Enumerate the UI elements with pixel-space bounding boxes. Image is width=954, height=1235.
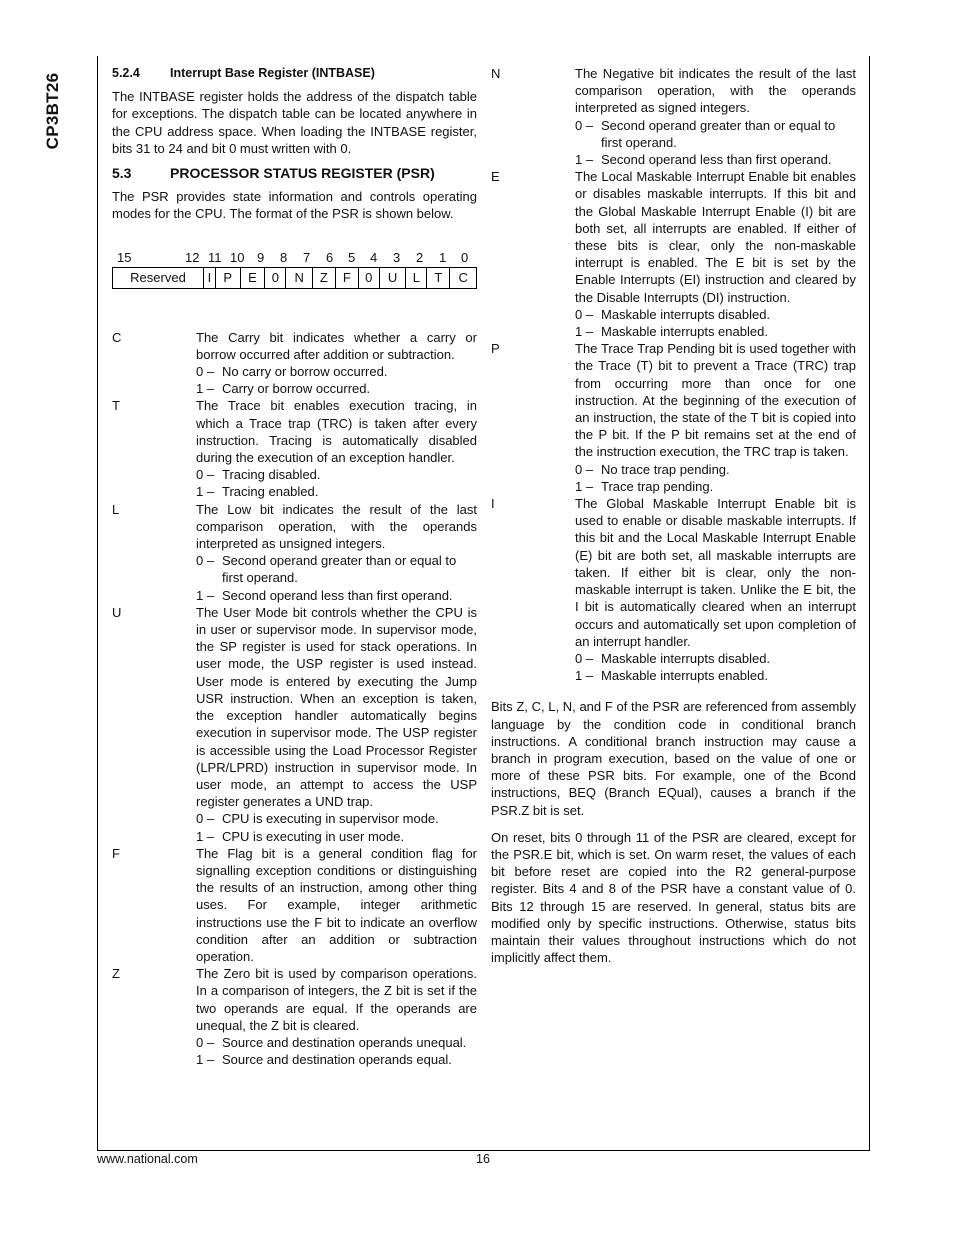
bit-value — [575, 306, 856, 323]
condition-code-paragraph: Bits Z, C, L, N, and F of the PSR are referenced from assembly language by the condition code in conditional branch instructions. A conditional branch instruction may cause a branch in program execution, based on the value of one or more of these PSR bits. For example, one of the Bcond instructions, BEQ (Branch EQual), causes a branch if the PSR.Z bit is set. — [491, 699, 856, 818]
field-zero: 0 — [265, 267, 286, 288]
field-p: P — [215, 267, 240, 288]
bit-number: 15 — [117, 249, 132, 265]
bit-description-text: The Carry bit indicates whether a carry or borrow occurred after addition or subtraction. — [196, 329, 477, 362]
bit-description-text: The Trace Trap Pending bit is used together with the Trace (T) bit to prevent a Trace (TRC) trap from occurring more than once for one instruction. At the beginning of the execution of an instruction, the state of the T bit is copied into the P bit. If the P bit remains set at the end of the instruction execution, the TRC trap is taken. — [575, 341, 856, 460]
bit-value-key: 1 – — [196, 1052, 215, 1068]
bit-value-text: Tracing enabled. — [222, 484, 319, 500]
left-column — [112, 65, 477, 1068]
bit-number: 4 — [370, 249, 378, 265]
field-n: N — [286, 267, 313, 288]
bit-description — [575, 340, 856, 495]
bit-name: C — [112, 329, 122, 345]
bit-description-text: The Local Maskable Interrupt Enable bit enables or disables maskable interrupts. If this bit and the Global Maskable Interrupt Enable (I) bit are both set, all interrupts are enabled. If either of these bits is clear, only the non-maskable interrupt is enabled. The E bit is set by the Enable Interrupts (EI) instruction and cleared by the Disable Interrupts (DI) instruction. — [575, 169, 856, 305]
bit-value — [196, 380, 477, 397]
bit-value — [196, 483, 477, 500]
field-e: E — [240, 267, 265, 288]
bit-definition — [112, 604, 477, 845]
bit-value — [196, 1034, 477, 1051]
section-title: Interrupt Base Register (INTBASE) — [170, 66, 375, 80]
bit-value-key: 1 – — [575, 478, 594, 494]
bit-description-text: The Zero bit is used by comparison operations. In a comparison of integers, the Z bit is set if the two operands are equal. If the operands are unequal, the Z bit is cleared. — [196, 966, 477, 1033]
bit-value-key: 1 – — [575, 152, 594, 168]
bit-value — [196, 363, 477, 380]
bit-definition — [112, 501, 477, 604]
bit-description-text: The Flag bit is a general condition flag for signalling exception conditions or distinguishing the results of an instruction, among other thing uses. For example, integer arithmetic instructions use the F bit to indicate an overflow condition after an addition or subtraction operation. — [196, 845, 477, 964]
right-paragraphs — [491, 698, 856, 966]
bit-value-key: 0 – — [196, 553, 215, 569]
bit-value-key: 0 – — [575, 461, 594, 477]
bit-definition — [491, 495, 856, 684]
section-number: 5.2.4 — [112, 66, 140, 80]
bit-value-key: 1 – — [196, 381, 215, 397]
left-definition-list — [112, 329, 477, 1069]
psr-intro-paragraph: The PSR provides state information and controls operating modes for the CPU. The format of the PSR is shown below. — [112, 189, 477, 222]
bit-number: 8 — [280, 249, 288, 265]
bit-value-key: 1 – — [575, 324, 594, 340]
psr-field-table — [112, 267, 477, 289]
bit-number: 10 — [230, 249, 245, 265]
bit-value-text: Tracing disabled. — [222, 467, 321, 483]
section-title: PROCESSOR STATUS REGISTER (PSR) — [170, 165, 435, 182]
bit-description-text: The Low bit indicates the result of the last comparison operation, with the operands interpreted as unsigned integers. — [196, 501, 477, 552]
bit-number: 3 — [393, 249, 401, 265]
right-definition-list — [491, 65, 856, 684]
bit-number: 6 — [326, 249, 334, 265]
bit-value-key: 0 – — [196, 364, 215, 380]
field-l: L — [406, 267, 427, 288]
bit-value-text: No carry or borrow occurred. — [222, 364, 388, 380]
bit-number: 1 — [439, 249, 447, 265]
bit-value-text: Maskable interrupts disabled. — [601, 650, 771, 666]
bit-number: 0 — [461, 249, 469, 265]
bit-description — [196, 397, 477, 500]
bit-value-text: Maskable interrupts enabled. — [601, 324, 768, 340]
right-column — [491, 65, 856, 972]
bit-value — [575, 478, 856, 495]
bit-definition — [491, 65, 856, 168]
bit-value-key: 0 – — [196, 811, 215, 827]
bit-number: 7 — [303, 249, 311, 265]
bit-value — [196, 1051, 477, 1068]
bit-value-text: Maskable interrupts enabled. — [601, 668, 768, 684]
bit-value-key: 1 – — [575, 668, 594, 684]
bit-value-text: CPU is executing in supervisor mode. — [222, 811, 439, 827]
bit-value — [196, 552, 477, 586]
section-5-2-4-heading — [112, 65, 477, 82]
bit-value-key: 1 – — [196, 828, 215, 844]
bit-description — [196, 501, 477, 604]
bit-value — [575, 650, 856, 667]
bit-value-key: 0 – — [575, 117, 594, 133]
bit-name: T — [112, 398, 120, 414]
bit-description-text: The Trace bit enables execution tracing, in which a Trace trap (TRC) is taken after every instruction. Tracing is automatically disabled during the execution of an exception handler. — [196, 398, 477, 466]
bit-value-key: 0 – — [575, 306, 594, 322]
bit-name: I — [491, 496, 495, 512]
field-z: Z — [312, 267, 335, 288]
bit-value-key: 0 – — [575, 650, 594, 666]
bit-value-text: Source and destination operands unequal. — [222, 1034, 467, 1050]
bit-description — [575, 65, 856, 168]
intbase-paragraph: The INTBASE register holds the address of the dispatch table for exceptions. The dispatch table can be located anywhere in the CPU address space. When loading the INTBASE register, bits 31 to 24 and bit 0 must written with 0. — [112, 89, 477, 156]
bit-value — [196, 466, 477, 483]
side-title — [38, 56, 68, 166]
field-zero: 0 — [358, 267, 379, 288]
bit-definition — [112, 397, 477, 500]
field-f: F — [335, 267, 358, 288]
footer-page-number: 16 — [476, 1152, 490, 1166]
bit-number: 9 — [257, 249, 265, 265]
bit-description — [196, 604, 477, 845]
bit-value — [575, 323, 856, 340]
bit-value — [575, 461, 856, 478]
field-t: T — [427, 267, 450, 288]
bit-value-text: Carry or borrow occurred. — [222, 381, 371, 397]
bit-value-text: Second operand greater than or equal to first operand. — [222, 553, 457, 586]
bit-value-key: 0 – — [196, 467, 215, 483]
bit-value-text: CPU is executing in user mode. — [222, 828, 405, 844]
bit-value-text: Source and destination operands equal. — [222, 1052, 452, 1068]
bit-value-text: Second operand less than first operand. — [601, 152, 832, 168]
bit-name: P — [491, 341, 500, 357]
bit-number: 2 — [416, 249, 424, 265]
bit-definition — [491, 340, 856, 495]
bit-description — [196, 845, 477, 965]
field-u: U — [379, 267, 406, 288]
bit-name: Z — [112, 966, 120, 982]
bit-value-text: No trace trap pending. — [601, 461, 730, 477]
bit-value — [196, 810, 477, 827]
bit-definition — [112, 845, 477, 965]
bit-name: N — [491, 66, 501, 81]
section-number: 5.3 — [112, 165, 132, 182]
bit-description-text: The Negative bit indicates the result of the last comparison operation, with the operands interpreted as signed integers. — [575, 66, 856, 116]
bit-value — [575, 667, 856, 684]
bit-value — [196, 587, 477, 604]
reset-paragraph: On reset, bits 0 through 11 of the PSR are cleared, except for the PSR.E bit, which is set. On warm reset, the values of each bit before reset are copied into the R2 general-purpose register. Bits 4 and 8 of the PSR have a constant value of 0. Bits 12 through 15 are reserved. In general, status bits are modified only by specific instructions. Otherwise, status bits maintain their values throughout instructions which do not implicitly affect them. — [491, 829, 856, 966]
bit-description — [575, 168, 856, 340]
field-reserved: Reserved — [113, 267, 204, 288]
bit-value-text: Second operand greater than or equal to first operand. — [601, 117, 836, 150]
bit-value-key: 1 – — [196, 484, 215, 500]
bit-value-text: Maskable interrupts disabled. — [601, 306, 771, 322]
bit-name: L — [112, 501, 120, 517]
bit-value-key: 0 – — [196, 1034, 215, 1050]
bit-value — [575, 117, 856, 151]
bit-number: 11 — [208, 249, 222, 265]
bit-description — [575, 495, 856, 684]
bit-value-text: Second operand less than first operand. — [222, 587, 453, 603]
field-c: C — [450, 267, 477, 288]
section-5-3-heading — [112, 165, 477, 182]
bit-definition — [112, 965, 477, 1068]
bit-description — [196, 965, 477, 1068]
bit-description — [196, 329, 477, 398]
bit-name: U — [112, 604, 122, 620]
bit-value — [196, 828, 477, 845]
bit-number-row — [112, 249, 477, 267]
bit-value-key: 1 – — [196, 587, 215, 603]
psr-format-diagram — [112, 249, 477, 289]
bit-definition — [112, 329, 477, 398]
bit-definition — [491, 168, 856, 340]
bit-number: 5 — [348, 249, 356, 265]
bit-number: 12 — [185, 249, 200, 265]
bit-value-text: Trace trap pending. — [601, 478, 714, 494]
footer-url: www.national.com — [97, 1152, 198, 1166]
bit-value — [575, 151, 856, 168]
product-name: CP3BT26 — [43, 72, 62, 150]
field-i: I — [204, 267, 216, 288]
bit-name: F — [112, 845, 120, 861]
bit-description-text: The Global Maskable Interrupt Enable bit is used to enable or disable maskable interrupts. If this bit and the Local Maskable Interrupt Enable (E) bit are both set, all maskable interrupts are taken. If either bit is clear, only the non-maskable interrupt is taken. Unlike the E bit, the I bit is automatically cleared when an interrupt occurs and automatically set upon completion of an interrupt handler. — [575, 496, 856, 649]
bit-name: E — [491, 169, 500, 185]
bit-description-text: The User Mode bit controls whether the CPU is in user or supervisor mode. In supervisor mode, the SP register is used for stack operations. In user mode, the USP register is used instead. User mode is entered by executing the Jump USR instruction. When an exception is taken, the exception handler automatically begins execution in supervisor mode. The USP register is accessible using the Load Processor Register (LPR/LPRD) instruction in supervisor mode. In user mode, an attempt to access the USP register generates a UND trap. — [196, 604, 477, 810]
